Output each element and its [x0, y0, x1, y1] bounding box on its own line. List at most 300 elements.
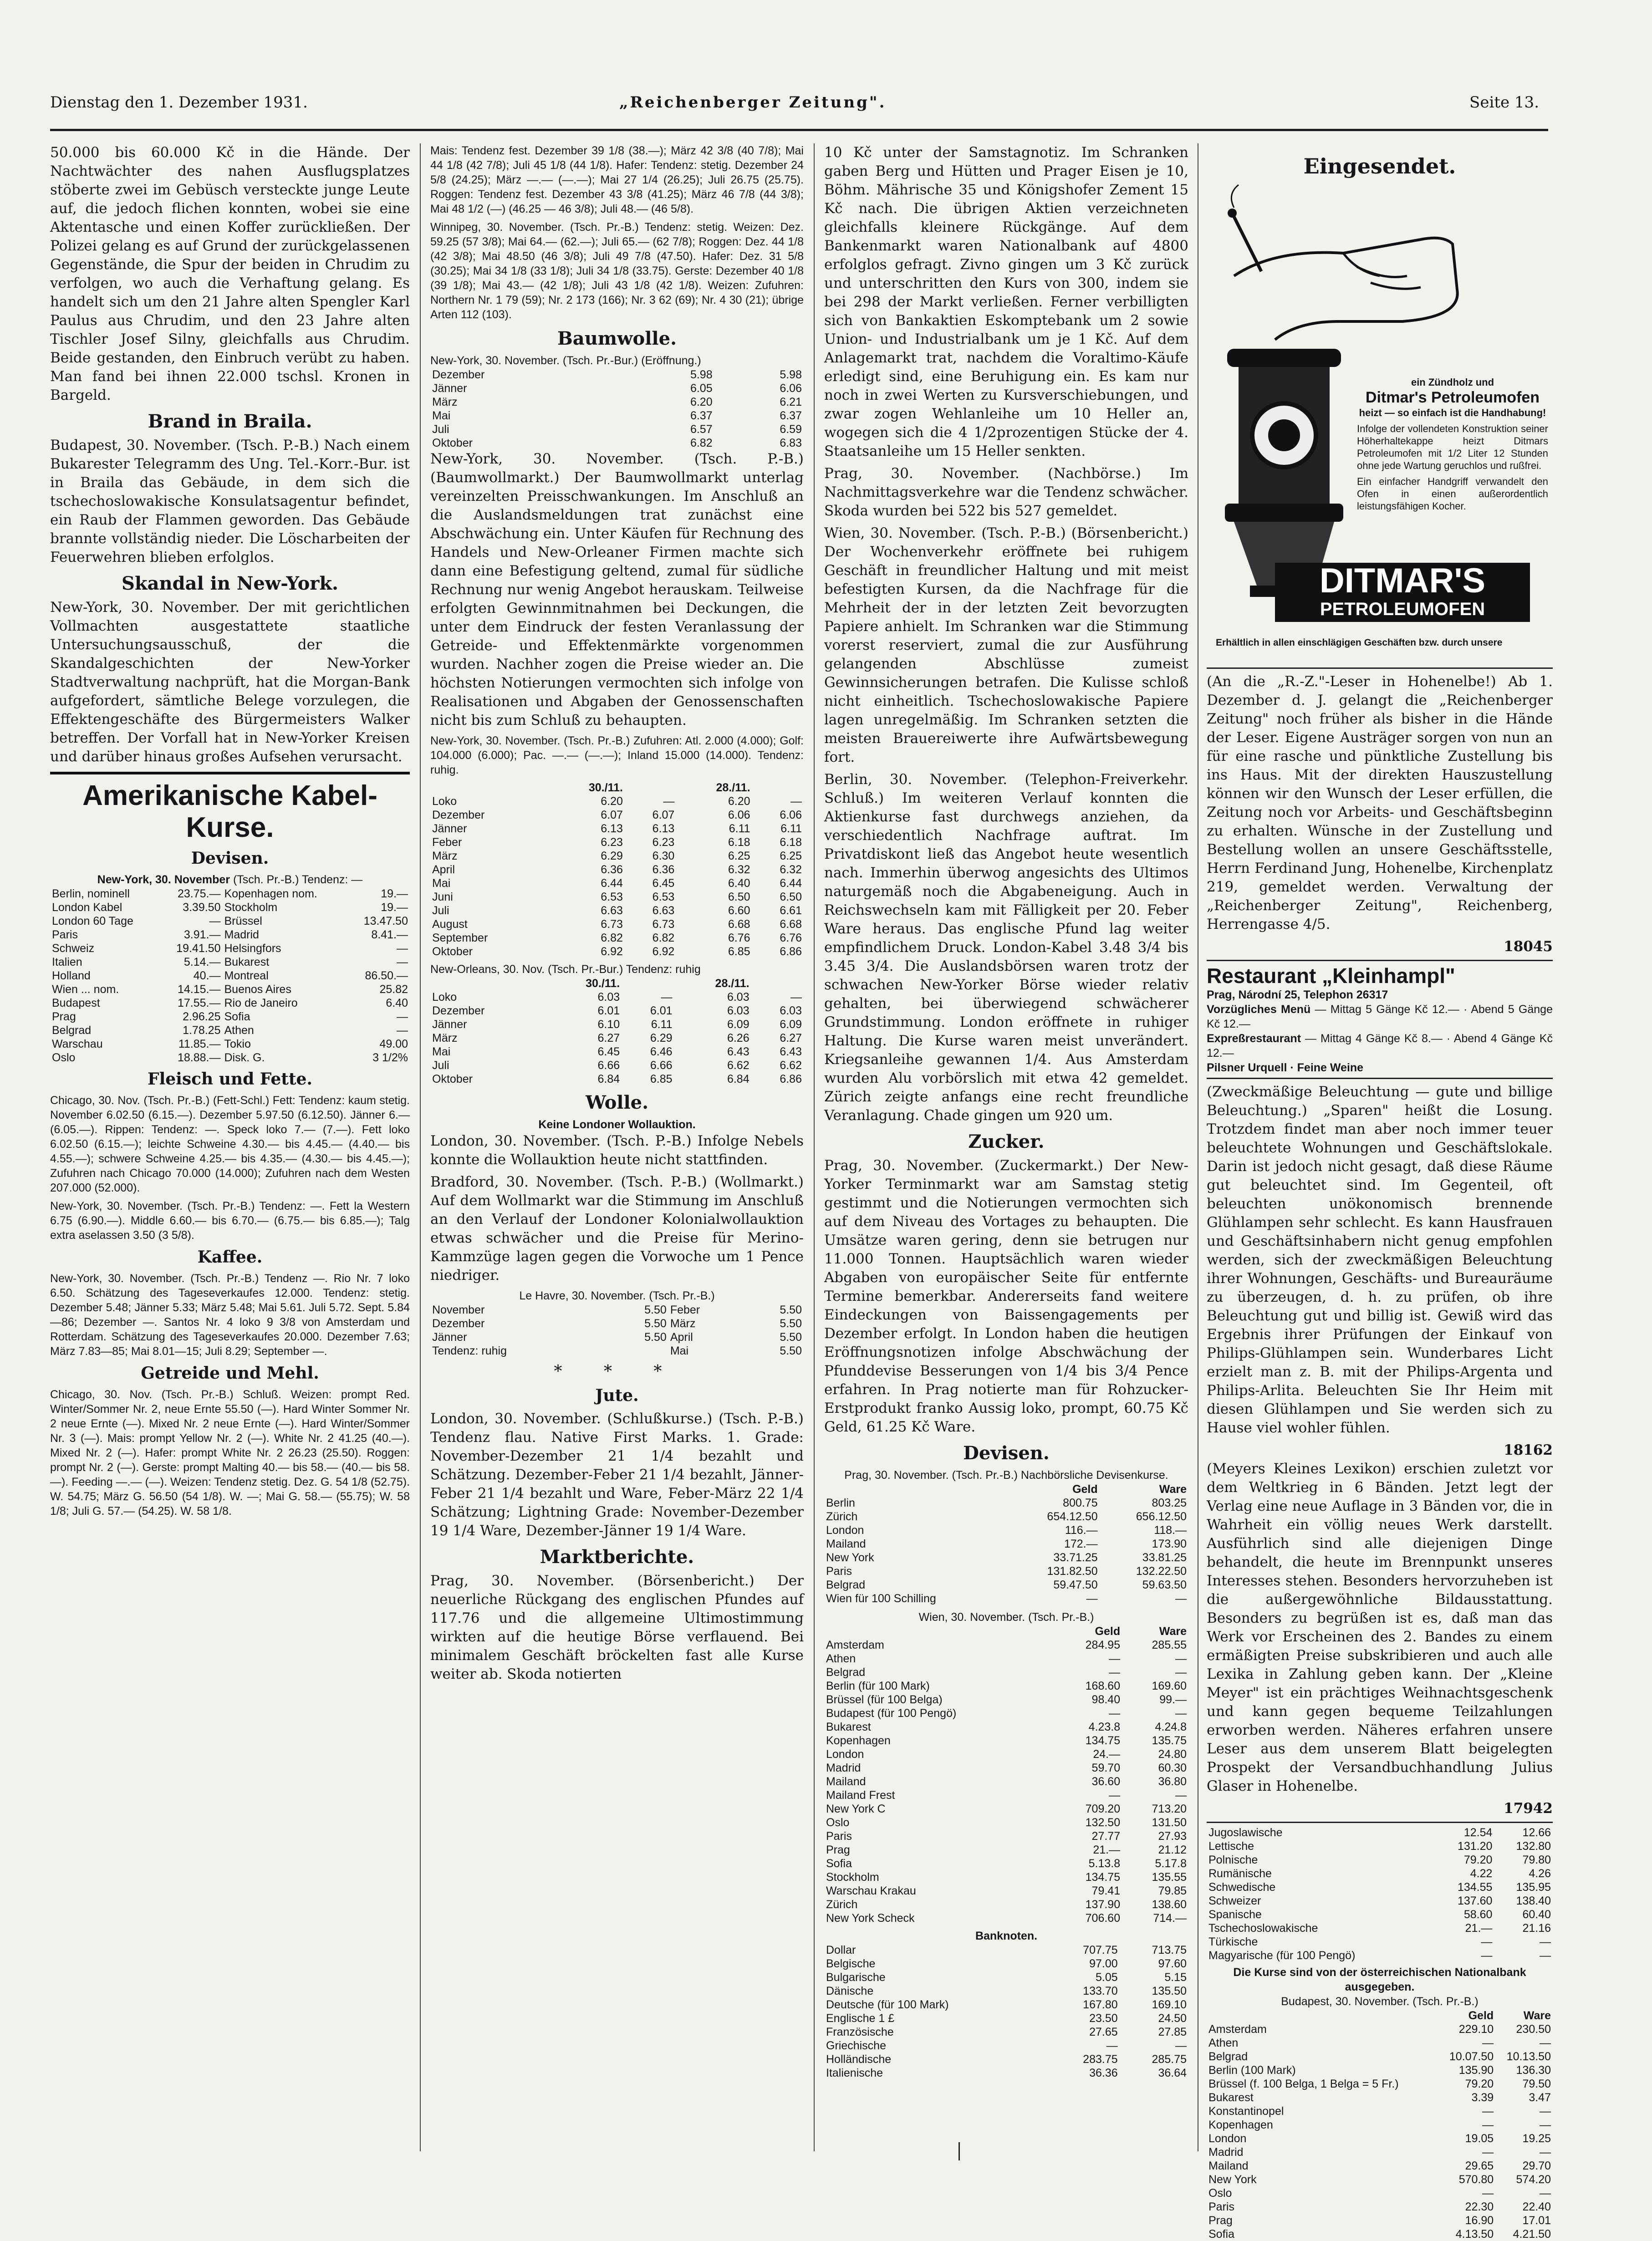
table-row — [430, 1344, 804, 1358]
table-cell: — — [1109, 1666, 1121, 1679]
table-cell: 10.07.50 — [1449, 2050, 1494, 2063]
table-row — [1207, 1921, 1553, 1935]
table-row — [430, 382, 804, 395]
table-cell: 6.07 — [601, 809, 623, 821]
wien-header: Wien, 30. November. (Tsch. Pr.-B.) — [918, 1611, 1094, 1624]
table-cell: 172.— — [1064, 1538, 1098, 1550]
restaurant-title: Restaurant „Kleinhampl" — [1207, 964, 1455, 988]
baumwolle-newyork-table — [430, 781, 804, 958]
table-cell: Rio de Janeiro — [224, 997, 298, 1009]
table-cell: 5.50 — [780, 1304, 802, 1316]
table-row — [430, 1059, 804, 1072]
table-row — [1207, 2091, 1553, 2104]
table-cell: 285.55 — [1152, 1639, 1187, 1651]
table-cell: 29.70 — [1522, 2160, 1551, 2172]
table-cell: 6.36 — [652, 863, 675, 876]
headline-braila: Brand in Braila. — [148, 411, 312, 432]
table-cell: 79.85 — [1158, 1884, 1187, 1897]
article-text: (An die „R.-Z."-Leser in Hohenelbe!) Ab 1. Dezember d. J. gelangt die „Reichenberger Zeitung" noch früher als bisher in die Hände der Leser. Eigene Austräger sorgen von nun an für eine rasche und pünktliche Zustellung bis ins Haus. Mit der direkten Hauszustellung können wir den Wunsch der Leser erfüllen, die Zeitung noch vor Arbeits- und Geschäftsbeginn zu erhalten. Wünsche in der Zustellung und Bestellung wollen an unsere Geschäftsstelle, Herrn Ferdinand Jung, Hohenelbe, Kirchenplatz 219, gemeldet werden. Verwaltung der „Reichenberger Zeitung", Reichenberg, Herrengasse 4/5. — [1207, 673, 1553, 932]
table-cell: 5.50 — [780, 1317, 802, 1330]
table-row — [1207, 2036, 1553, 2050]
table-cell: — — [1482, 2119, 1494, 2131]
table-cell: 6.01 — [597, 1004, 620, 1017]
table-cell: Amsterdam — [826, 1639, 884, 1651]
table-cell: 6.92 — [601, 945, 623, 958]
table-cell: 11.85.— — [178, 1038, 221, 1050]
table-cell: Lettische — [1208, 1840, 1254, 1853]
table-row — [824, 1998, 1188, 2012]
table-cell: Oslo — [826, 1816, 850, 1829]
table-cell: 6.43 — [780, 1045, 802, 1058]
table-cell: — — [1540, 1935, 1551, 1948]
table-header-cell — [1207, 2009, 1438, 2022]
table-cell: 6.09 — [727, 1018, 750, 1031]
table-header-cell — [751, 977, 804, 990]
table-cell: 6.43 — [727, 1045, 750, 1058]
table-row — [1207, 2145, 1553, 2159]
banknoten-continued-table — [1207, 1826, 1553, 1962]
ditmar-brand-banner: DITMAR'S PETROLEUMOFEN — [1275, 563, 1530, 622]
table-cell: 137.60 — [1457, 1895, 1493, 1907]
headline-devisen: Devisen. — [191, 849, 269, 868]
table-cell: Amsterdam — [1208, 2023, 1267, 2036]
table-cell: Helsingfors — [224, 942, 281, 955]
table-cell: 6.50 — [780, 891, 802, 903]
table-cell: Kopenhagen — [826, 1734, 891, 1747]
kurse-note: Die Kurse sind von der österreichischen Nationalbank ausgegeben. — [1233, 1966, 1526, 1993]
table-row — [1207, 1853, 1553, 1867]
table-row — [824, 1592, 1188, 1605]
table-cell: 59.70 — [1091, 1762, 1121, 1774]
headline-wolle: Wolle. — [585, 1092, 649, 1113]
table-cell: 21.16 — [1522, 1922, 1551, 1935]
banknoten-table — [824, 1943, 1188, 2080]
table-row — [1207, 2200, 1553, 2214]
table-row — [1207, 2227, 1553, 2241]
table-header-cell — [625, 781, 676, 795]
table-cell: 24.— — [1093, 1748, 1121, 1761]
column-2 — [430, 143, 804, 2151]
table-cell: 4.26 — [1529, 1867, 1551, 1880]
devisen-table — [50, 887, 410, 1064]
table-cell: 6.13 — [601, 822, 623, 835]
table-cell: — — [1109, 1789, 1121, 1802]
table-row — [824, 1523, 1188, 1537]
table-cell: 19.25 — [1522, 2132, 1551, 2145]
table-cell: 22.30 — [1465, 2200, 1494, 2213]
table-cell: 59.47.50 — [1053, 1579, 1098, 1591]
table-header-row — [824, 1482, 1188, 1496]
table-cell: 6.44 — [601, 877, 623, 890]
table-row — [824, 1816, 1188, 1829]
table-row — [430, 1072, 804, 1086]
table-row — [50, 901, 410, 914]
table-cell: 6.62 — [780, 1059, 802, 1072]
devisen-header: Prag, 30. November. (Tsch. Pr.-B.) Nachbörsliche Devisenkurse. — [844, 1469, 1168, 1482]
table-cell: 5.50 — [644, 1331, 667, 1344]
table-cell: 6.82 — [601, 932, 623, 944]
table-row — [50, 983, 410, 996]
table-row — [824, 2012, 1188, 2025]
table-row — [430, 395, 804, 409]
table-row — [824, 1665, 1188, 1679]
table-cell: London 60 Tage — [52, 915, 133, 927]
table-cell: Bukarest — [826, 1721, 871, 1733]
table-cell: März — [432, 850, 458, 862]
table-cell: 6.63 — [652, 904, 675, 917]
table-cell: 168.60 — [1085, 1680, 1121, 1692]
table-row — [824, 1564, 1188, 1578]
table-cell: Mai — [432, 1045, 451, 1058]
notice-number: 18162 — [1504, 1442, 1553, 1458]
table-cell: 134.75 — [1085, 1734, 1121, 1747]
article-text: Wien, 30. November. (Tsch. P.-B.) (Börsenbericht.) Der Wochenverkehr eröffnete bei ruhigem Geschäft in freundlicher Haltung und mit meist befestigten Kursen, da die Nachfrage für die Mehrheit der in der letzten Zeit bevorzugten Papiere anhielt. Im Schranken war die Stimmung vorerst reserviert, zumal die zur Ausführung gelangenden Abschlüsse zumeist Gewinnsicherungen betrafen. Die Kulisse schloß nicht einheitlich. Tschechoslowakische Papiere lagen unregelmäßig. Im Schranken setzten die meisten Brauereiwerte ihre Aufwärtsbewegung fort. — [824, 525, 1188, 765]
table-cell: — — [1540, 2105, 1551, 2118]
table-cell: London Kabel — [52, 901, 122, 914]
table-cell: 98.40 — [1091, 1693, 1121, 1706]
table-cell: Oktober — [432, 437, 473, 449]
table-row — [824, 2066, 1188, 2080]
ad-text: ein Zündholz und Ditmar's Petroleumofen heizt — so einfach ist die Handhabung! Infolge der vollendeten Konstruktion seiner Höherhaltekappe heizt Ditmars Petroleumofen mit 1/2 Liter 12 Stunden ohne jede Wartung geruchlos und rußfrei. Ein einfacher Handgriff verwandelt den Ofen in einen außerordentlich leistungsfähigen Kocher. — [1357, 377, 1548, 512]
table-cell: 19.— — [381, 901, 408, 914]
separator-stars: * * * — [554, 1362, 680, 1381]
table-cell: 36.36 — [1089, 2067, 1118, 2079]
table-cell: 6.44 — [780, 877, 802, 890]
table-cell: 6.66 — [597, 1059, 620, 1072]
table-cell: 79.41 — [1091, 1884, 1121, 1897]
table-cell: April — [432, 863, 455, 876]
table-cell: 4.23.8 — [1088, 1721, 1121, 1733]
table-row — [1207, 2104, 1553, 2118]
table-row — [1207, 2186, 1553, 2200]
table-cell: Dänische — [826, 1985, 874, 1997]
table-cell: Englische 1 £ — [826, 2012, 895, 2025]
table-cell: 18.88.— — [177, 1051, 221, 1064]
table-cell: 6.60 — [728, 904, 750, 917]
table-cell: 21.— — [1465, 1922, 1493, 1935]
table-row — [1207, 2022, 1553, 2036]
table-cell: Dezember — [432, 1004, 485, 1017]
table-cell: Brüssel — [224, 915, 262, 927]
table-cell: 6.40 — [728, 877, 750, 890]
table-cell: 25.82 — [379, 983, 408, 996]
table-cell: November — [432, 1304, 485, 1316]
table-cell: 5.05 — [1095, 1971, 1118, 1984]
table-cell: — — [1175, 1666, 1187, 1679]
table-cell: 6.23 — [601, 836, 623, 849]
table-cell — [609, 1344, 668, 1358]
table-cell: 6.36 — [601, 863, 623, 876]
table-cell: Belgische — [826, 1957, 876, 1970]
table-row — [824, 1679, 1188, 1693]
table-row — [430, 1018, 804, 1031]
table-cell: Warschau — [52, 1038, 103, 1050]
table-cell: 6.03 — [597, 991, 620, 1003]
table-cell: Griechische — [826, 2039, 886, 2052]
table-row — [430, 835, 804, 849]
table-cell: September — [432, 932, 488, 944]
table-cell: Mai — [670, 1345, 689, 1357]
table-cell: Juli — [432, 1059, 449, 1072]
table-cell: 3.39.50 — [183, 901, 221, 914]
article-text: 50.000 bis 60.000 Kč in die Hände. Der Nachtwächter des nahen Ausflugsplatzes stöberte zwei im Gebüsch versteckte junge Leute auf, die jedoch flichen konnten, wobei sie eine Aktentasche und einen Koffer zurückließen. Der Polizei gelang es auf Grund der zurückgelassenen Gegenstände, die Spur der beiden in Chrudim zu verfolgen, wo auch die Verhaftung gelang. Es handelt sich um den 21 Jahre alten Spengler Karl Paulus aus Chrudim, und den 23 Jahre alten Tischler Josef Silny, gleichfalls aus Chrudim. Beide gestanden, den Einbruch verübt zu haben. Man fand bei ihnen 22.000 tschsl. Kronen in Bargeld. — [50, 144, 410, 403]
table-cell: Budapest — [52, 997, 100, 1009]
table-cell: 285.75 — [1152, 2053, 1187, 2066]
table-cell: Warschau Krakau — [826, 1884, 916, 1897]
table-cell: Montreal — [224, 969, 269, 982]
table-cell: 36.80 — [1158, 1775, 1187, 1788]
table-cell: 706.60 — [1085, 1912, 1121, 1925]
table-cell: London — [826, 1524, 864, 1537]
table-row — [1207, 2173, 1553, 2186]
neworleans-header: New-Orleans, 30. Nov. (Tsch. Pr.-Bur.) Tendenz: ruhig — [430, 963, 701, 976]
table-cell: — — [1482, 2187, 1494, 2200]
table-cell: 134.75 — [1085, 1871, 1121, 1884]
table-cell: 6.68 — [780, 918, 802, 931]
article-text: London, 30. November. (Tsch. P.-B.) Infolge Nebels konnte die Wollauktion heute nicht stattfinden. — [430, 1133, 804, 1168]
table-cell: 6.23 — [652, 836, 675, 849]
subheadline-wolle: Keine Londoner Wollauktion. — [538, 1118, 696, 1131]
table-cell: 134.55 — [1457, 1881, 1493, 1894]
table-cell: Zürich — [826, 1898, 858, 1911]
table-cell: Budapest (für 100 Pengö) — [826, 1707, 957, 1720]
market-text: Winnipeg, 30. November. (Tsch. Pr.-B.) Tendenz: stetig. Weizen: Dez. 59.25 (57 3/8); Mai 64.— (62.—); Juli 65.— (62 7/8); Roggen: Dez. 44 1/8 (42 3/8); Mai 48.50 (46 3/8); Juli 49 7/8 (47.50). Hafer: Dez. 31 5/8 (30.25); Mai 34 1/8 (33 1/8); Juli 34 1/8 (33.75). Gerste: Dezember 40 1/8 (39 1/8); Mai 43.— (42 1/8); Juli 43 1/8 (42 1/8). Weizen: Zufuhren: Northern Nr. 1 79 (59); Nr. 2 173 (166); Nr. 3 62 (69); Nr. 4 30 (21); übrige Arten 112 (103). — [430, 221, 804, 321]
table-cell: 17.01 — [1522, 2214, 1551, 2227]
table-cell: Dollar — [826, 1944, 856, 1956]
table-header-cell: Ware — [1523, 2009, 1551, 2022]
table-cell: 6.20 — [601, 795, 623, 808]
table-cell: 6.29 — [601, 850, 623, 862]
table-cell: 6.11 — [729, 822, 750, 835]
table-cell: 131.82.50 — [1047, 1565, 1098, 1578]
headline-jute: Jute. — [595, 1386, 639, 1405]
table-cell: 99.— — [1159, 1693, 1187, 1706]
table-cell: Jugoslawische — [1208, 1826, 1283, 1839]
table-header-cell: 30./11. — [588, 781, 623, 794]
table-cell: 27.85 — [1158, 2026, 1187, 2038]
table-cell: Oktober — [432, 945, 473, 958]
table-cell: 19.— — [381, 887, 408, 900]
table-header-cell: Geld — [1095, 1625, 1121, 1638]
article-text: Bradford, 30. November. (Tsch. P.-B.) (Wollmarkt.) Auf dem Wollmarkt war die Stimmung im Anschluß an den Verlauf der Londoner Kolonialwollauktion etwas schwächer und die Preise für Merino-Kammzüge lagen gegen die Vorwoche um 1 Pence niedriger. — [430, 1174, 804, 1283]
table-header-cell — [622, 977, 674, 990]
table-cell: Loko — [432, 795, 457, 808]
table-cell: — — [1481, 1949, 1493, 1962]
table-cell: 23.75.— — [177, 887, 221, 900]
ad-footer: Erhältlich in allen einschlägigen Geschäften bzw. durch unsere — [1216, 637, 1503, 648]
table-cell: 5.17.8 — [1155, 1857, 1187, 1870]
headline-zucker: Zucker. — [968, 1131, 1045, 1152]
stove-icon — [1225, 349, 1343, 597]
table-cell: 135.75 — [1152, 1734, 1187, 1747]
table-row — [50, 1051, 410, 1064]
table-cell: 6.76 — [728, 932, 750, 944]
table-cell: 6.25 — [728, 850, 750, 862]
table-cell: 709.20 — [1085, 1803, 1121, 1815]
headline-kaffee: Kaffee. — [197, 1248, 263, 1267]
table-row — [430, 876, 804, 890]
table-cell: Bulgarische — [826, 1971, 886, 1984]
baumwolle-header: New-York, 30. November. (Tsch. Pr.-Bur.) (Eröffnung.) — [430, 354, 701, 367]
lehavre-header: Le Havre, 30. November. (Tsch. Pr.-B.) — [519, 1289, 715, 1302]
table-header-row — [430, 781, 804, 795]
table-row — [824, 1720, 1188, 1734]
table-cell: 6.29 — [650, 1032, 673, 1044]
table-cell: 29.65 — [1465, 2160, 1494, 2172]
table-row — [824, 1761, 1188, 1775]
article-text: Berlin, 30. November. (Telephon-Freiverkehr. Schluß.) Im weiteren Verlauf konnten die Aktienkurse fast durchwegs anziehen, da verschiedentlich Nachfrage auftrat. Im Privatdiskont ließ das Angebot heute wesentlich nach. Immerhin überwog angesichts des Ultimos naturgemäß noch die Abgabeneigung. Auch in Reichswechseln kam mit Fälligkeit per 20. Feber Ware heraus. Das englische Pfund lag weiter empfindlichem Druck. London-Kabel 3.48 3/4 bis 3.45 3/4. Die Auslandsbörsen waren trotz der schwachen New-Yorker Börse wieder relativ gehalten, bei überwiegend schwächerer Grundstimmung. London eröffnete in ruhiger Haltung. Die Kurse waren meist unverändert. Kriegsanleihe gewannen 1/4. Aus Amsterdam wurden Alu vorbörslich mit etwa 42 gemeldet. Zürich zeigte anfangs eine recht freundliche Veranlagung. Chade gingen um 920 um. — [824, 771, 1188, 1124]
table-cell: Jänner — [432, 382, 467, 395]
table-cell: 3.39 — [1471, 2091, 1494, 2104]
table-header-cell — [430, 781, 549, 795]
table-cell: — — [790, 991, 802, 1003]
table-cell: — — [1175, 1652, 1187, 1665]
table-row — [824, 1578, 1188, 1592]
table-cell: 6.32 — [780, 863, 802, 876]
table-cell: 136.30 — [1516, 2064, 1551, 2077]
table-cell: Berlin (für 100 Mark) — [826, 1680, 930, 1692]
budapest-devisen-table — [1207, 2009, 1553, 2241]
table-cell: Prag — [52, 1010, 76, 1023]
table-cell: 6.73 — [601, 918, 623, 931]
table-cell: 132.50 — [1085, 1816, 1121, 1829]
table-row — [50, 969, 410, 983]
table-cell: Französische — [826, 2026, 894, 2038]
table-cell: Italien — [52, 956, 82, 968]
table-cell: London — [826, 1748, 864, 1761]
table-row — [824, 1984, 1188, 1998]
table-cell: Mai — [432, 877, 451, 890]
article-text: Prag, 30. November. (Zuckermarkt.) Der New-Yorker Terminmarkt war am Samstag stetig gestimmt und die Notierungen vermochten sich auf dem Niveau des Vortages zu behaupten. Die Umsätze waren gering, denn sie betrugen nur 11.000 Tonnen. Hauptsächlich waren wieder Abgaben von europäischer Seite für entfernte Termine bemerkbar. Andererseits fand weitere Eindeckungen von Baissengagements per Dezember erfolgt. In London haben die heutigen Eröffnungsnotizen infolge Abschwächung der Pfunddevise Besserungen von 1/4 bis 3/4 Pence erfahren. In Prag notierte man für Rohzucker-Erstprodukt franko Aussig loko, prompt, 60.75 Kč Geld, 61.25 Kč Ware. — [824, 1157, 1188, 1435]
table-row — [1207, 1867, 1553, 1880]
table-cell: Schwedische — [1208, 1881, 1276, 1894]
market-text: New-York, 30. November. (Tsch. Pr.-B.) Tendenz: —. Fett la Western 6.75 (6.90.—). Middle 6.60.— bis 6.70.— (6.75.— bis 6.85.—); Talg extra aselassen 3.50 (3 5/8). — [50, 1200, 410, 1242]
headline-eingesendet: Eingesendet. — [1303, 154, 1456, 178]
table-cell: 6.66 — [650, 1059, 673, 1072]
table-cell: Sofia — [1208, 2228, 1234, 2241]
budapest-header: Budapest, 30. November. (Tsch. Pr.-B.) — [1281, 1995, 1479, 2008]
table-cell: 135.55 — [1152, 1871, 1187, 1884]
table-row — [430, 436, 804, 450]
table-cell: Belgrad — [826, 1666, 866, 1679]
table-header-cell: 28./11. — [715, 977, 750, 990]
table-row — [824, 1971, 1188, 1984]
table-cell: 6.06 — [780, 382, 802, 395]
table-cell: 36.60 — [1091, 1775, 1121, 1788]
table-row — [1207, 2050, 1553, 2063]
table-cell: New York Scheck — [826, 1912, 915, 1925]
table-cell: Oktober — [432, 1073, 473, 1085]
table-cell: — — [1175, 1592, 1187, 1605]
table-cell: 6.45 — [652, 877, 675, 890]
table-row — [824, 1551, 1188, 1564]
table-cell: 33.81.25 — [1142, 1551, 1187, 1564]
table-cell: Stockholm — [826, 1871, 879, 1884]
table-header-row — [430, 977, 804, 990]
table-cell: 6.85 — [650, 1073, 673, 1085]
article-text: Budapest, 30. November. (Tsch. P.-B.) Nach einem Bukarester Telegramm des Ung. Tel.-Korr.-Bur. ist in Braila das Gebäude, in dem sich die tschechoslowakische Konsulatsagentur befindet, ein Raub der Flammen geworden. Das Gebäude brannte vollständig nieder. Die Löscharbeiten der Feuerwehren blieben erfolglos. — [50, 437, 410, 565]
table-cell: 6.07 — [652, 809, 675, 821]
table-row — [824, 2039, 1188, 2053]
table-cell: — — [1175, 2039, 1187, 2052]
table-cell: 173.90 — [1152, 1538, 1187, 1550]
table-cell: Belgrad — [1208, 2050, 1248, 2063]
column-1 — [50, 143, 410, 2151]
article-text: London, 30. November. (Schlußkurse.) (Tsch. P.-B.) Tendenz flau. Native First Marks. 1. Grade: November-Dezember 21 1/4 bezahlt und Schätzung. Dezember-Feber 21 1/4 bezahlt, Jänner-Feber 21 1/4 bezahlt und Ware, Feber-März 22 1/4 Schätzung; Lightning Grade: November-Dezember 19 1/4 Ware, Dezember-Jänner 19 1/4 Ware. — [430, 1411, 804, 1539]
table-cell: 167.80 — [1083, 1998, 1118, 2011]
table-cell: Paris — [52, 928, 78, 941]
table-cell: 33.71.25 — [1053, 1551, 1098, 1564]
table-header-cell — [824, 1482, 1010, 1496]
table-cell: — — [397, 1024, 408, 1037]
table-cell: 3.47 — [1529, 2091, 1551, 2104]
table-cell: 132.22.50 — [1136, 1565, 1187, 1578]
table-cell: 17.55.— — [177, 997, 221, 1009]
table-row — [824, 2025, 1188, 2039]
table-cell: 131.50 — [1152, 1816, 1187, 1829]
table-cell: 5.15 — [1164, 1971, 1187, 1984]
table-cell: 5.98 — [780, 368, 802, 381]
table-cell: 6.84 — [597, 1073, 620, 1085]
table-cell: 6.86 — [780, 1073, 802, 1085]
table-cell: 24.50 — [1158, 2012, 1187, 2025]
header-page-number: Seite 13. — [1469, 93, 1539, 112]
table-cell: 135.90 — [1458, 2064, 1494, 2077]
table-cell: Belgrad — [826, 1579, 866, 1591]
table-cell: Türkische — [1208, 1935, 1258, 1948]
table-cell: Paris — [1208, 2200, 1234, 2213]
table-cell: 137.90 — [1085, 1898, 1121, 1911]
table-cell: 19.41.50 — [176, 942, 221, 955]
table-cell: 19.05 — [1465, 2132, 1494, 2145]
table-row — [1207, 2063, 1553, 2077]
table-cell: Brüssel (für 100 Belga) — [826, 1693, 943, 1706]
hand-with-match-icon — [1228, 185, 1458, 340]
table-cell: 6.57 — [690, 423, 713, 436]
table-cell: 116.— — [1065, 1524, 1098, 1537]
newspaper-page — [50, 89, 1553, 2241]
table-row — [824, 1706, 1188, 1720]
table-cell: 6.03 — [780, 1004, 802, 1017]
table-cell: — — [1109, 1707, 1121, 1720]
table-cell: 5.14.— — [184, 956, 221, 968]
table-cell: 3 1/2% — [372, 1051, 408, 1064]
table-cell: 6.11 — [780, 822, 802, 835]
table-row — [430, 368, 804, 382]
table-cell: 6.20 — [690, 396, 713, 408]
article-text: New-York, 30. November. (Tsch. P.-B.) (Baumwollmarkt.) Der Baumwollmarkt unterlag vereinzelten Preisschwankungen. Im Anschluß an die Auslandsmeldungen trat zunächst eine Abschwächung ein. Unter Käufen für Rechnung des Handels und New-Orleaner Firmen machte sich dann eine Befestigung geltend, zumal für südliche Rechnung nur wenig Angebot herauskam. Teilweise erfolgten Gewinnmitnahmen bei Deckungen, die unter dem Eindruck der festen Veranlassung der Getreide- und Effektenmärkte vorgenommen wurden. Nachher zogen die Preise wieder an. Die höchsten Notierungen vermochten sich infolge von Realisationen und Abgaben der Genossenschaften nicht bis zum Schluß zu behaupten. — [430, 451, 804, 728]
table-row — [824, 1510, 1188, 1523]
table-cell: 6.25 — [780, 850, 802, 862]
table-row — [1207, 2132, 1553, 2145]
table-row — [430, 990, 804, 1004]
table-cell: — — [1175, 1707, 1187, 1720]
table-row — [824, 2053, 1188, 2066]
table-cell: 6.40 — [386, 997, 408, 1009]
table-cell: Athen — [1208, 2037, 1239, 2049]
table-row — [50, 914, 410, 928]
table-cell: 656.12.50 — [1136, 1510, 1187, 1523]
headline-marktberichte: Marktberichte. — [540, 1546, 694, 1568]
table-cell: 16.90 — [1465, 2214, 1494, 2227]
table-cell: 6.85 — [728, 945, 750, 958]
market-text: Mais: Tendenz fest. Dezember 39 1/8 (38.—); März 42 3/8 (40 7/8); Mai 44 1/8 (42 7/8); Juli 45 1/8 (44 1/8). Hafer: Tendenz: stetig. Dezember 24 5/8 (24.25); März —.— (—.—); Mai 27 1/4 (26.25); Juli 26.75 (25.75). Roggen: Tendenz fest. Dezember 43 3/8 (41.25); März 46 7/8 (44 3/8); Mai 48 1/2 (—) (46.25 — 46 3/8); Juli 48.— (46 5/8). — [430, 144, 804, 215]
table-cell: 713.20 — [1152, 1803, 1187, 1815]
table-cell: Holländische — [826, 2053, 892, 2066]
headline-skandal: Skandal in New-York. — [122, 573, 338, 594]
table-cell: 132.80 — [1516, 1840, 1551, 1853]
table-cell: 79.20 — [1465, 2078, 1494, 2090]
